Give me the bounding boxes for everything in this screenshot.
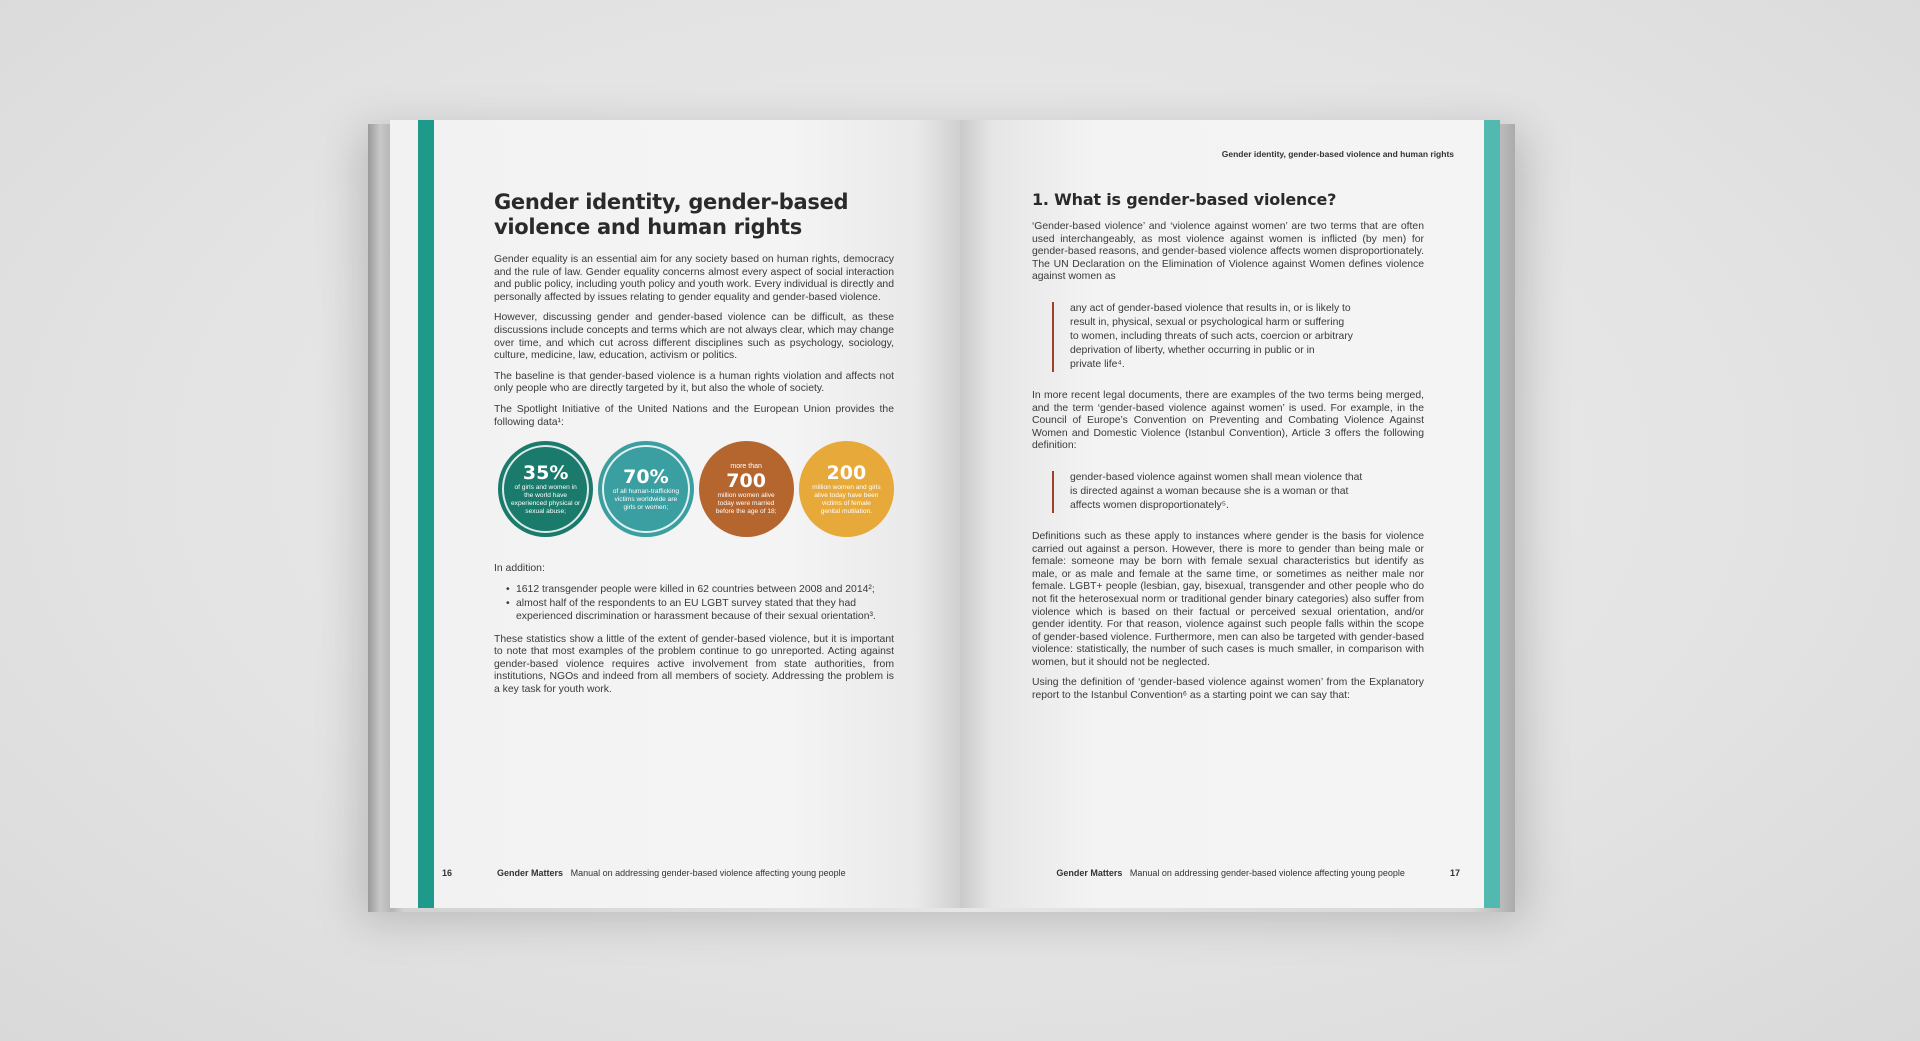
stat-value: 35% xyxy=(522,461,569,484)
block-quote xyxy=(1052,471,1424,513)
right-footer xyxy=(1056,868,1460,878)
paragraph: Definitions such as these apply to instances where gender is the basis for violence carried out against a person. However, there is more to gender than being male or female: someone may be born with female sexual characteristics but identify as male, or as male and female at the same time, or sometimes as neither male nor female. LGBT+ people (lesbian, gay, bisexual, transgender and other people who do not fit the heterosexual norm or traditional gender binary categories) also suffer from violence which is based on their factual or perceived sexual orientation, and/or gender identity. For that reason, violence against such people falls within the scope of gender-based violence. Furthermore, men can also be targeted with gender-based violence: statistically, the number of such cases is much smaller, in comparison with women, but it should not be neglected. xyxy=(1032,530,1424,668)
quote-line: deprivation of liberty, whether occurring in public or in xyxy=(1070,344,1315,356)
left-page-content xyxy=(494,190,894,704)
right-page xyxy=(960,120,1500,908)
stat-circle-70 xyxy=(598,441,693,537)
quote-line: affects women disproportionately⁵. xyxy=(1070,499,1229,511)
footer-brand: Gender Matters xyxy=(497,868,564,878)
stat-description: of all human-trafficking victims worldwide are girls or women; xyxy=(612,487,679,511)
quote-line: is directed against a woman because she is a woman or that xyxy=(1070,485,1349,497)
stat-value: 700 xyxy=(726,469,766,492)
quote-line: gender-based violence against women shall mean violence that xyxy=(1070,471,1363,483)
paragraph: ‘Gender-based violence’ and ‘violence against women’ are two terms that are often used interchangeably, as most violence against women is inflicted (by men) for gender-based reasons, and gender-based violence affects women disproportionately. The UN Declaration on the Elimination of Violence against Women defines violence against women as xyxy=(1032,221,1424,283)
stat-circle-700 xyxy=(699,441,794,537)
left-footer xyxy=(442,868,846,878)
quote-line: to women, including threats of such acts, coercion or arbitrary xyxy=(1070,330,1353,342)
statistics-circles xyxy=(498,441,894,537)
in-addition-label: In addition: xyxy=(494,563,545,575)
page-number: 17 xyxy=(1449,868,1460,878)
right-page-content xyxy=(1032,190,1424,711)
paragraph: The Spotlight Initiative of the United Nations and the European Union provides the following data¹: xyxy=(494,403,894,428)
list-item: • 1612 transgender people were killed in 62 countries between 2008 and 2014²; xyxy=(506,584,894,597)
footer-text: Manual on addressing gender-based violence affecting young people xyxy=(570,868,846,878)
stat-value: 200 xyxy=(826,461,867,484)
quote-line: private life⁴. xyxy=(1070,358,1125,370)
quote-line: result in, physical, sexual or psychological harm or suffering xyxy=(1070,316,1345,328)
stat-value: 70% xyxy=(623,465,669,488)
stat-description: of girls and women in the world have experienced physical or sexual abuse; xyxy=(510,483,581,515)
footer-text: Manual on addressing gender-based violence affecting young people xyxy=(1129,868,1405,878)
stat-description: million women alive today were married before the age of 18; xyxy=(715,491,777,515)
stat-circle-200 xyxy=(799,441,894,537)
section-title: 1. What is gender-based violence? xyxy=(1032,190,1337,209)
closing-paragraph: These statistics show a little of the extent of gender-based violence, but it is important to note that most examples of the problem continue to go unreported. Acting against gender-based violence requires active involvement from state authorities, from institutions, NGOs and indeed from all members of society. Addressing the problem is a key task for youth work. xyxy=(494,633,894,695)
running-header: Gender identity, gender-based violence and human rights xyxy=(1221,149,1454,159)
block-quote xyxy=(1052,302,1424,372)
page-title: Gender identity, gender-based violence and human rights xyxy=(494,190,849,239)
left-page xyxy=(390,120,962,908)
stat-ring xyxy=(602,445,689,533)
bullet-list xyxy=(506,584,894,624)
stat-prefix: more than xyxy=(730,462,762,470)
left-teal-band xyxy=(418,120,434,908)
right-teal-band xyxy=(1484,120,1500,908)
page-number: 16 xyxy=(442,868,453,878)
stat-ring xyxy=(502,445,589,533)
paragraph: However, discussing gender and gender-based violence can be difficult, as these discussions include concepts and terms which are not always clear, which may change over time, and which cut across different disciplines such as psychology, sociology, culture, medicine, law, education, activism or politics. xyxy=(494,312,894,362)
footer-brand: Gender Matters xyxy=(1056,868,1123,878)
paragraph: In more recent legal documents, there are examples of the two terms being merged, and the term ‘gender-based violence against women’ is used. For example, in the Council of Europe’s Convention on Preventing and Combating Violence Against Women and Domestic Violence (Istanbul Convention), Article 3 offers the following definition: xyxy=(1032,389,1424,452)
stat-description: million women and girls alive today have been victims of female genital mutilation. xyxy=(812,483,881,515)
list-item: • almost half of the respondents to an EU LGBT survey stated that they had experienced discrimination or harassment because of their sexual orientation³. xyxy=(506,598,894,623)
paragraph: The baseline is that gender-based violence is a human rights violation and affects not only people who are directly targeted by it, but also the whole of society. xyxy=(494,370,894,395)
paragraph: Gender equality is an essential aim for any society based on human rights, democracy and the rule of law. Gender equality concerns almost every aspect of social interaction and public policy, including youth policy and youth work. Every individual is directly and personally affected by issues relating to gender equality and gender-based violence. xyxy=(494,254,894,303)
paragraph: Using the definition of ‘gender-based violence against women’ from the Explanatory report to the Istanbul Convention⁶ as a starting point we can say that: xyxy=(1032,677,1424,702)
stat-circle-35 xyxy=(498,441,593,537)
quote-line: any act of gender-based violence that results in, or is likely to xyxy=(1070,302,1351,314)
